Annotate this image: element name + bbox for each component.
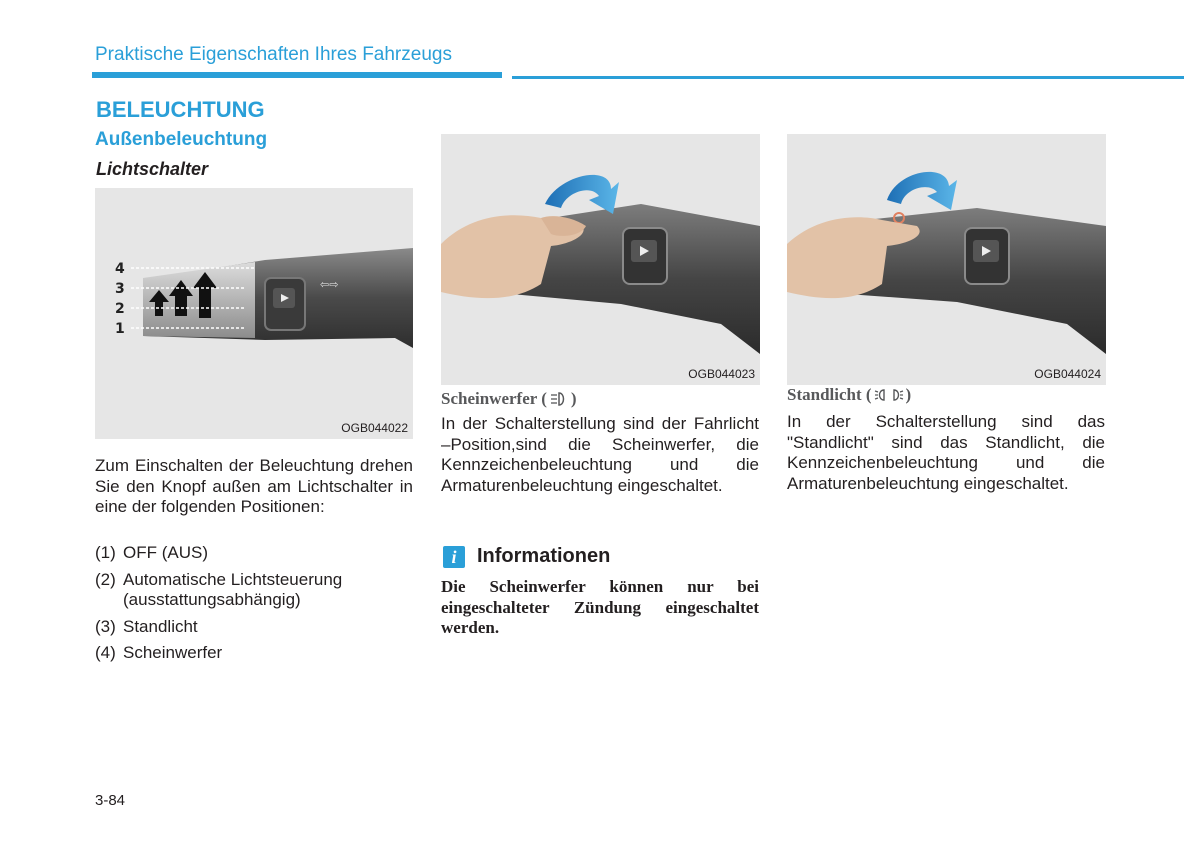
parking-light-switch-illustration [787, 134, 1106, 385]
position-marker-2: 2 [115, 301, 125, 317]
page-number: 3-84 [95, 792, 126, 809]
info-text: Die Scheinwerfer können nur bei eingeschalteter Zündung eingeschaltet werden. [441, 577, 759, 637]
section-title: BELEUCHTUNG [96, 97, 265, 122]
headlight-heading [441, 389, 577, 409]
list-item-label: OFF (AUS) [123, 543, 208, 562]
header-rule-thick [92, 72, 502, 78]
info-label: Informationen [477, 545, 611, 567]
list-item-number: (1) [95, 543, 116, 562]
figure-light-switch-positions [95, 188, 413, 439]
position-marker-4: 4 [115, 261, 125, 277]
light-switch-illustration [95, 188, 413, 439]
headlight-heading-label: Scheinwerfer ( [441, 389, 547, 408]
info-box-heading [443, 545, 610, 568]
headlight-icon [549, 391, 569, 407]
list-item-label: Automatische Lichtsteuerung (ausstattungsabhängig) [123, 569, 343, 609]
list-item [95, 643, 413, 664]
info-icon: i [443, 546, 465, 568]
subsubsection-title: Lichtschalter [96, 159, 209, 179]
list-item-number: (4) [95, 643, 116, 662]
header-rule-thin [512, 76, 1184, 79]
figure-code: OGB044024 [1034, 367, 1101, 381]
running-header: Praktische Eigenschaften Ihres Fahrzeugs [95, 44, 452, 65]
parking-light-paragraph: In der Schalterstellung sind das "Standlicht" sind das Standlicht, die Kennzeichenbeleuchtung und die Armaturenbeleuchtung eingeschaltet. [787, 412, 1105, 493]
headlight-paragraph: In der Schalterstellung sind der Fahrlicht –Position,sind die Scheinwerfer, die Kennzeichenbeleuchtung und die Armaturenbeleuchtung eingeschaltet. [441, 414, 759, 495]
list-item-label: Scheinwerfer [123, 643, 223, 662]
figure-code: OGB044023 [688, 367, 755, 381]
figure-code: OGB044022 [341, 421, 408, 435]
list-item-number: (3) [95, 616, 116, 636]
list-item-number: (2) [95, 569, 116, 589]
position-marker-1: 1 [115, 321, 125, 337]
figure-headlight-position [441, 134, 760, 385]
list-item [95, 543, 413, 564]
subsection-title: Außenbeleuchtung [95, 129, 268, 150]
position-marker-3: 3 [115, 281, 125, 297]
svg-text:⇦⇨: ⇦⇨ [320, 278, 339, 291]
intro-paragraph: Zum Einschalten der Beleuchtung drehen Sie den Knopf außen am Lichtschalter in eine der folgenden Positionen: [95, 456, 413, 516]
parking-light-heading [787, 385, 911, 405]
parking-light-icon [874, 387, 904, 403]
list-item [95, 617, 413, 638]
figure-parking-light-position [787, 134, 1106, 385]
parking-light-heading-label: Standlicht ( [787, 385, 872, 404]
list-item-label: Standlicht [123, 616, 198, 636]
position-list [95, 543, 413, 670]
headlight-switch-illustration [441, 134, 760, 385]
list-item [95, 570, 413, 611]
parking-light-heading-close: ) [905, 385, 912, 404]
headlight-heading-close: ) [570, 389, 577, 408]
